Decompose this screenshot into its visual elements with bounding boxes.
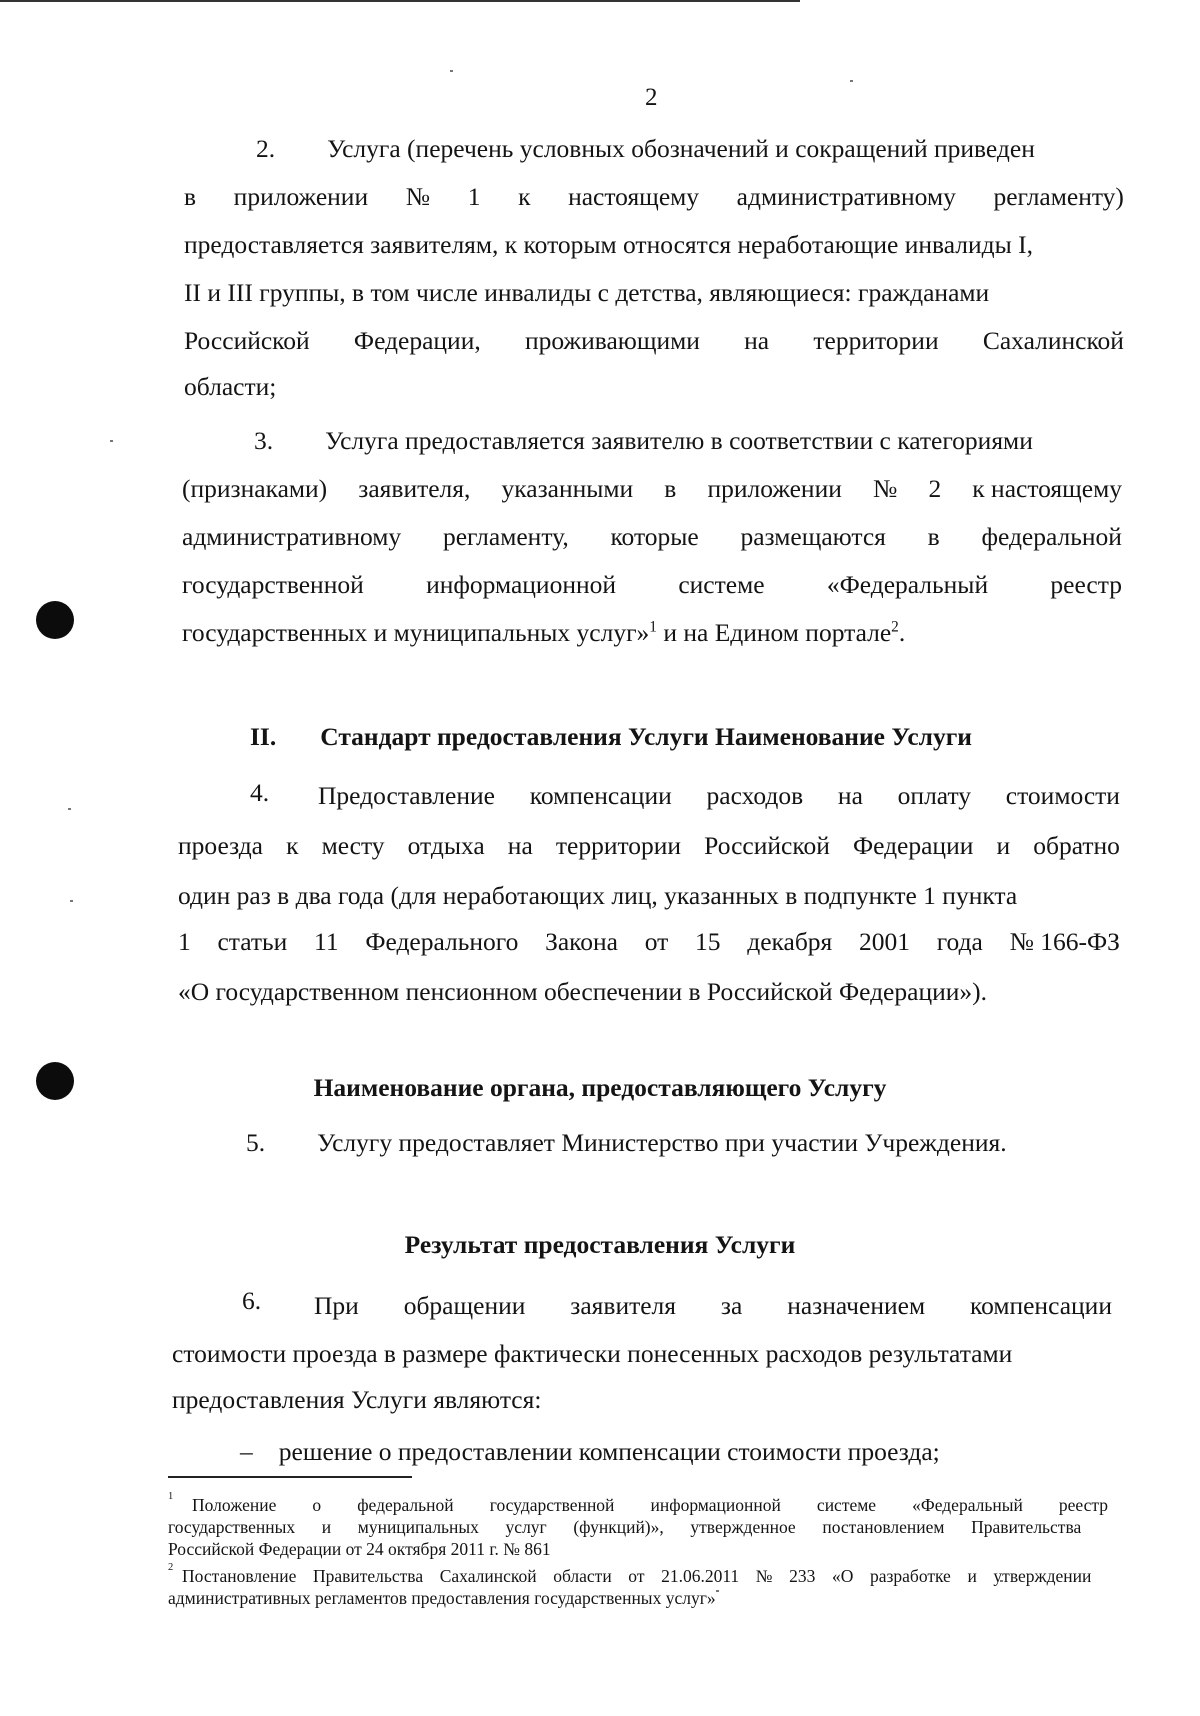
footnote-1-line-2: государственных и муниципальных услуг (функций)», утвержденное постановлением Правительства (168, 1517, 1082, 1537)
paragraph-3-line-2: (признаками) заявителя, указанными в приложении № 2 к настоящему (182, 474, 1122, 503)
paragraph-4-line-5: «О государственном пенсионном обеспечении в Российской Федерации»). (178, 977, 988, 1006)
paragraph-2-number: 2. (256, 134, 276, 163)
paragraph-3-line-1: 3. Услуга предоставляется заявителю в соответствии с категориями (254, 426, 1033, 455)
paragraph-2-line-1: 2. Услуга (перечень условных обозначений и сокращений приведен (256, 134, 1035, 163)
list-item: – решение о предоставлении компенсации стоимости проезда; (240, 1437, 940, 1466)
punch-hole (36, 601, 74, 639)
paragraph-3-number: 3. (254, 426, 274, 455)
paragraph-4-line-4: 1 статьи 11 Федерального Закона от 15 декабря 2001 года № 166-ФЗ (178, 927, 1120, 956)
footnote-2-line-2: административных регламентов предоставления государственных услуг» (168, 1588, 716, 1608)
paragraph-4-line-2: проезда к месту отдыха на территории Российской Федерации и обратно (178, 831, 1120, 860)
paragraph-4-line-1-text: Предоставление компенсации расходов на оплату стоимости (318, 781, 1120, 810)
paragraph-2-line-3: предоставляется заявителям, к которым относятся неработающие инвалиды I, (184, 230, 1034, 259)
paragraph-4-line-1 (250, 777, 269, 809)
section-heading-ii: II. Стандарт предоставления Услуги Наименование Услуги (250, 722, 972, 751)
paragraph-6-number: 6. (242, 1286, 262, 1315)
paragraph-2-line-2: в приложении № 1 к настоящему административному регламенту) (184, 182, 1124, 211)
paragraph-6-line-2: стоимости проезда в размере фактически понесенных расходов результатами (172, 1339, 1013, 1368)
paragraph-6-line-3: предоставления Услуги являются: (172, 1385, 542, 1414)
footnote-ref-2: 2 (891, 618, 899, 636)
footnote-2-marker: 2 (168, 1562, 174, 1574)
footnote-1-line-1: Положение о федеральной государственной информационной системе «Федеральный реестр (192, 1495, 1108, 1515)
paragraph-2-line-6: области; (184, 372, 277, 401)
dash-bullet: – (240, 1437, 253, 1466)
paragraph-3-line-4: государственной информационной системе «Федеральный реестр (182, 570, 1122, 599)
paragraph-4-line-3: один раз в два года (для неработающих лиц, указанных в подпункте 1 пункта (178, 881, 1018, 910)
footnote-1-line-3: Российской Федерации от 24 октября 2011 г. № 861 (168, 1539, 551, 1559)
footnote-1-marker: 1 (168, 1491, 174, 1503)
section-heading-result: Результат предоставления Услуги (404, 1230, 796, 1259)
footnote-1 (168, 1490, 173, 1510)
scan-speck (68, 808, 71, 810)
footnote-2-line-1: Постановление Правительства Сахалинской области от 21.06.2011 № 233 «О разработке и утверждении (182, 1566, 1092, 1586)
paragraph-6-line-1-number (242, 1285, 261, 1317)
paragraph-3-line-5: государственных и муниципальных услуг»$^1$ и на Едином портале$^2$. (182, 618, 906, 647)
scan-speck (110, 440, 113, 442)
page-number: 2 (645, 84, 658, 111)
footnote-ref-1: 1 (649, 618, 657, 636)
scan-speck (450, 70, 453, 72)
scan-speck (850, 80, 853, 82)
scan-speck (70, 900, 73, 902)
paragraph-2-line-5: Российской Федерации, проживающими на территории Сахалинской (184, 326, 1124, 355)
footnote-separator (168, 1476, 412, 1478)
paragraph-6-line-1: При обращении заявителя за назначением компенсации (314, 1291, 1112, 1320)
paragraph-2-line-4: II и III группы, в том числе инвалиды с детства, являющиеся: гражданами (184, 278, 990, 307)
paragraph-5-line-1: 5. Услугу предоставляет Министерство при участии Учреждения. (246, 1128, 1007, 1157)
paragraph-3-line-3: административному регламенту, которые размещаются в федеральной (182, 522, 1122, 551)
scan-top-edge (0, 0, 800, 2)
footnote-2 (168, 1561, 173, 1581)
scan-speck (716, 1590, 719, 1592)
paragraph-4-number: 4. (250, 778, 270, 807)
paragraph-5-number: 5. (246, 1128, 266, 1157)
section-heading-organ: Наименование органа, предоставляющего Услугу (313, 1073, 887, 1102)
